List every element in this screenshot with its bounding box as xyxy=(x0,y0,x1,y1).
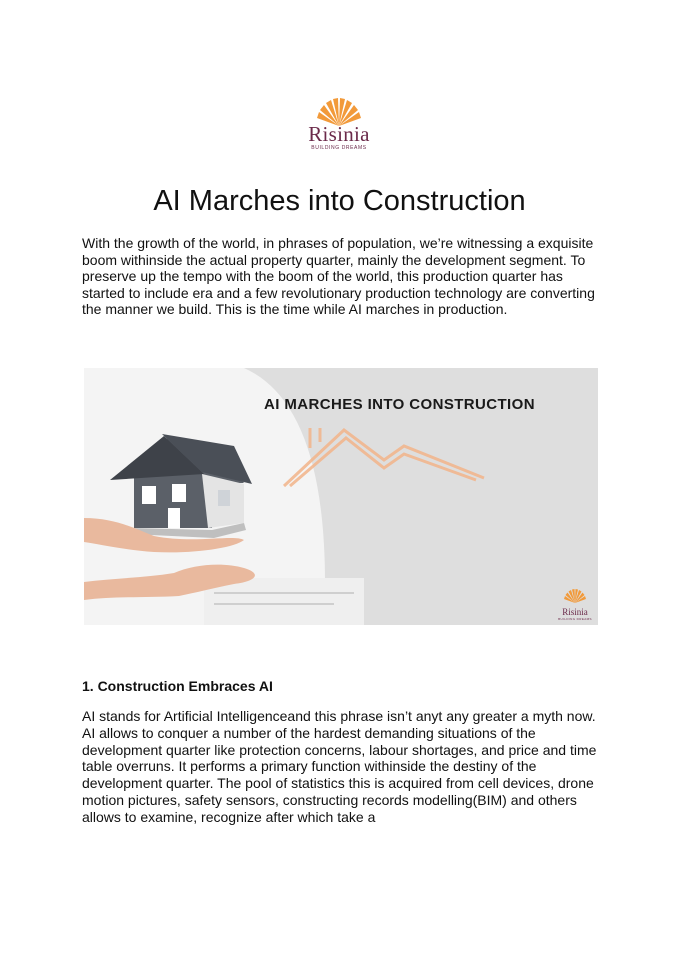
hero-image xyxy=(84,368,598,625)
hero-brand-name: Risinia xyxy=(562,607,588,617)
page-title: AI Marches into Construction xyxy=(153,185,526,217)
section-heading: 1. Construction Embraces AI xyxy=(82,678,273,694)
brand-name: Risinia xyxy=(308,122,370,146)
section-body: AI stands for Artificial Intelligenceand this phrase isn’t anyt any greater a myth now. AI allows to conquer a number of the hardest demanding situations of the development quarter like protection concerns, labour shortages, and price and time table overruns. It performs a primary function withinside the destiny of the development quarter. The pool of statistics this is acquired from cell devices, drone motion pictures, safety sensors, constructing records modelling(BIM) and others allows to examine, recognize after which take a xyxy=(82,708,597,825)
hero-heading: AI MARCHES INTO CONSTRUCTION xyxy=(264,396,535,413)
brand-logo xyxy=(296,96,382,160)
brand-tagline: BUILDING DREAMS xyxy=(311,145,367,151)
sunburst-icon xyxy=(561,588,589,603)
hero-brand-logo xyxy=(556,588,594,621)
intro-paragraph: With the growth of the world, in phrases of population, we’re witnessing a exquisite boom withinside the actual property quarter, mainly the development segment. To preserve up the tempo with the boom of the world, this production quarter has started to include era and a few revolutionary production technology are converting the manner we build. This is the time while AI marches in production. xyxy=(82,235,595,317)
hero-brand-tagline: BUILDING DREAMS xyxy=(558,617,592,621)
